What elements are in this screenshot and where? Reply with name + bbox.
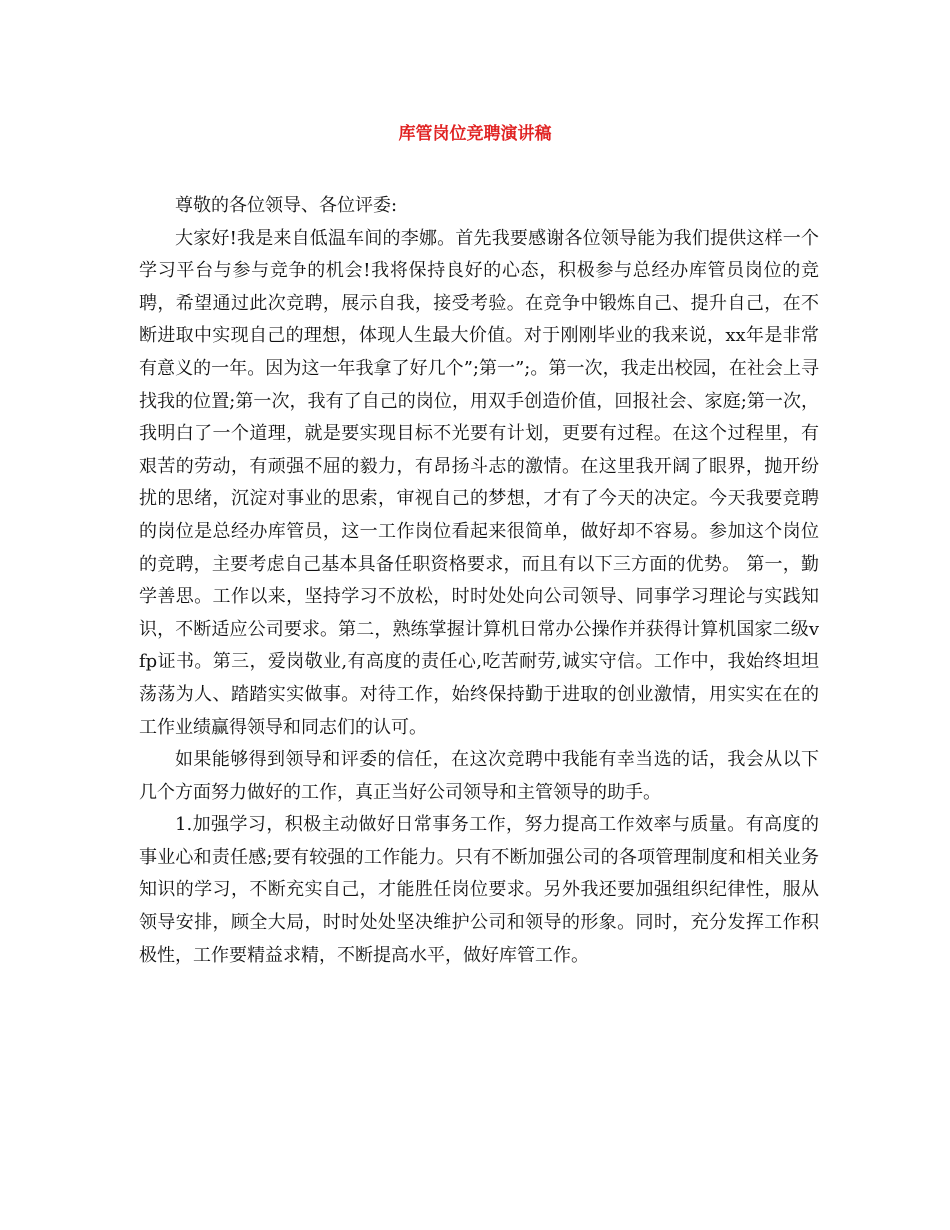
body-paragraph: 如果能够得到领导和评委的信任，在这次竞聘中我能有幸当选的话，我会从以下几个方面努力做好的工作，真正当好公司领导和主管领导的助手。 [139, 749, 819, 803]
body-paragraph: 1.加强学习，积极主动做好日常事务工作，努力提高工作效率与质量。有高度的事业心和责任感;要有较强的工作能力。只有不断加强公司的各项管理制度和相关业务知识的学习，不断充实自己，才能胜任岗位要求。另外我还要加强组织纪律性，服从领导安排，顾全大局，时时处处坚决维护公司和领导的形象。同时，充分发挥工作积极性，工作要精益求精，不断提高水平，做好库管工作。 [139, 814, 819, 966]
body-paragraph: 大家好!我是来自低温车间的李娜。首先我要感谢各位领导能为我们提供这样一个学习平台与参与竞争的机会!我将保持良好的心态，积极参与总经办库管员岗位的竞聘，希望通过此次竞聘，展示自我，接受考验。在竞争中锻炼自己、提升自己，在不断进取中实现自己的理想，体现人生最大价值。对于刚刚毕业的我来说，xx年是非常有意义的一年。因为这一年我拿了好几个”;第一”;。第一次，我走出校园，在社会上寻找我的位置;第一次，我有了自己的岗位，用双手创造价值，回报社会、家庭;第一次，我明白了一个道理，就是要实现目标不光要有计划，更要有过程。在这个过程里，有艰苦的劳动，有顽强不屈的毅力，有昂扬斗志的激情。在这里我开阔了眼界，抛开纷扰的思绪，沉淀对事业的思索，审视自己的梦想，才有了今天的决定。今天我要竞聘的岗位是总经办库管员，这一工作岗位看起来很简单，做好却不容易。参加这个岗位的竞聘，主要考虑自己基本具备任职资格要求，而且有以下三方面的优势。 第一，勤学善思。工作以来，坚持学习不放松，时时处处向公司领导、同事学习理论与实践知识，不断适应公司要求。第二，熟练掌握计算机日常办公操作并获得计算机国家二级vfp证书。第三，爱岗敬业,有高度的责任心,吃苦耐劳,诚实守信。工作中，我始终坦坦荡荡为人、踏踏实实做事。对待工作，始终保持勤于进取的创业激情，用实实在在的工作业绩赢得领导和同志们的认可。 [139, 227, 819, 738]
document-body [139, 190, 819, 972]
document-title: 库管岗位竞聘演讲稿 [398, 124, 552, 144]
salutation-paragraph: 尊敬的各位领导、各位评委: [175, 195, 398, 216]
